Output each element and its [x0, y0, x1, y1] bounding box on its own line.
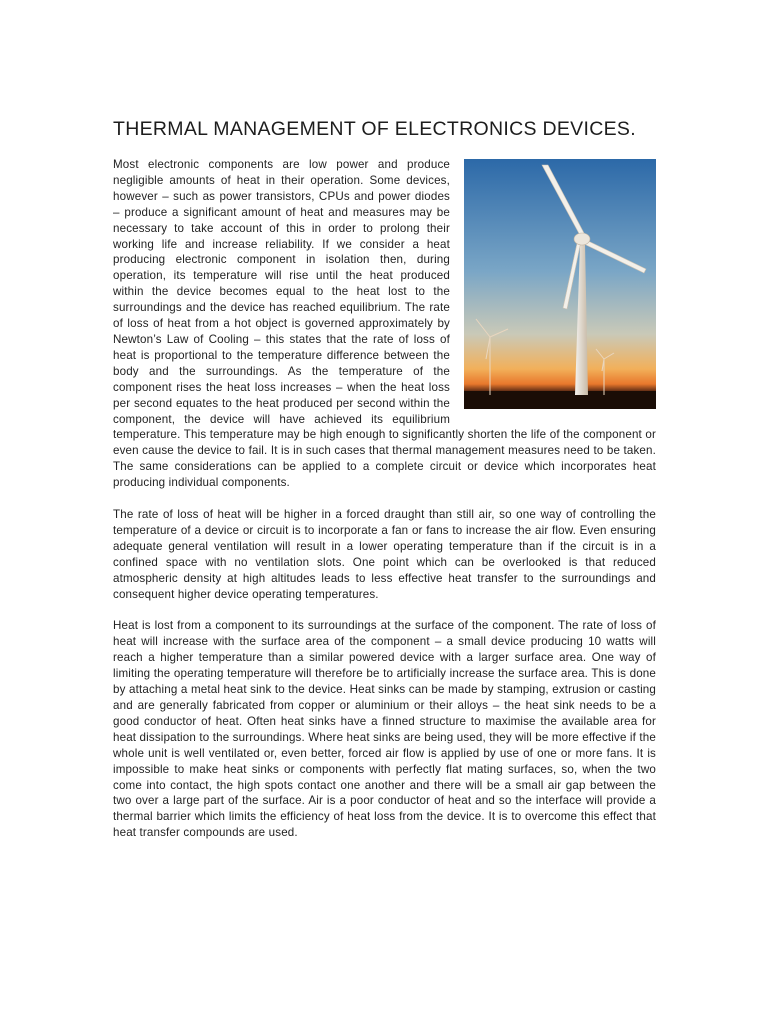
paragraph-1: Most electronic components are low power and produce negligible amounts of heat in their operation. Some devices, however – such as power transistors, CPUs and power diodes – produce a significant amount of heat and measures may be necessary to take account of this in order to prolong their working life and increase reliability. If we consider a heat producing electronic component in isolation then, during operation, its temperature will rise until the heat produced within the device becomes equal to the heat lost to the surroundings and the device has reached equilibrium. The rate of loss of heat from a hot object is governed approximately by Newton’s Law of Cooling – this states that the rate of loss of heat is proportional to the temperature difference between the body and the surroundings. As the temperature of the component rises the heat loss increases – when the heat loss per second equates to the heat produced per second within the component, the device will have achieved its equilibrium temperature. This temperature may be high enough to significantly shorten the life of the component or even cause the device to fail. It is in such cases that thermal management measures need to be taken. The same considerations can be applied to a complete circuit or device which incorporates heat producing individual components. [113, 158, 656, 490]
paragraph-3: Heat is lost from a component to its surroundings at the surface of the component. The rate of loss of heat will increase with the surface area of the component – a small device producing 10 watts will reach a higher temperature than a similar powered device with a larger surface area. One way of limiting the operating temperature will therefore be to artificially increase the surface area. This is done by attaching a metal heat sink to the device. Heat sinks can be made by stamping, extrusion or casting and are generally fabricated from copper or aluminium or their alloys – the heat sink needs to be a good conductor of heat. Often heat sinks have a finned structure to maximise the available area for heat dissipation to the surroundings. Where heat sinks are being used, they will be more effective if the whole unit is well ventilated or, even better, forced air flow is applied by use of one or more fans. It is impossible to make heat sinks or components with perfectly flat mating surfaces, so, when the two come into contact, the high spots contact one another and there will be a small air gap between the two over a large part of the surface. Air is a poor conductor of heat and so the interface will provide a thermal barrier which limits the efficiency of heat loss from the device. It is to overcome this effect that heat transfer compounds are used. [113, 619, 656, 840]
article-body [113, 157, 656, 857]
page-title: THERMAL MANAGEMENT OF ELECTRONICS DEVICES. [113, 118, 636, 140]
wind-turbines-photo [464, 159, 656, 409]
paragraph-2: The rate of loss of heat will be higher in a forced draught than still air, so one way of controlling the temperature of a device or circuit is to incorporate a fan or fans to increase the air flow. Even ensuring adequate general ventilation will result in a lower operating temperature than if the circuit is in a confined space with no ventilation slots. One point which can be overlooked is that reduced atmospheric density at high altitudes leads to less effective heat transfer to the surroundings and consequent higher device operating temperatures. [113, 508, 656, 601]
